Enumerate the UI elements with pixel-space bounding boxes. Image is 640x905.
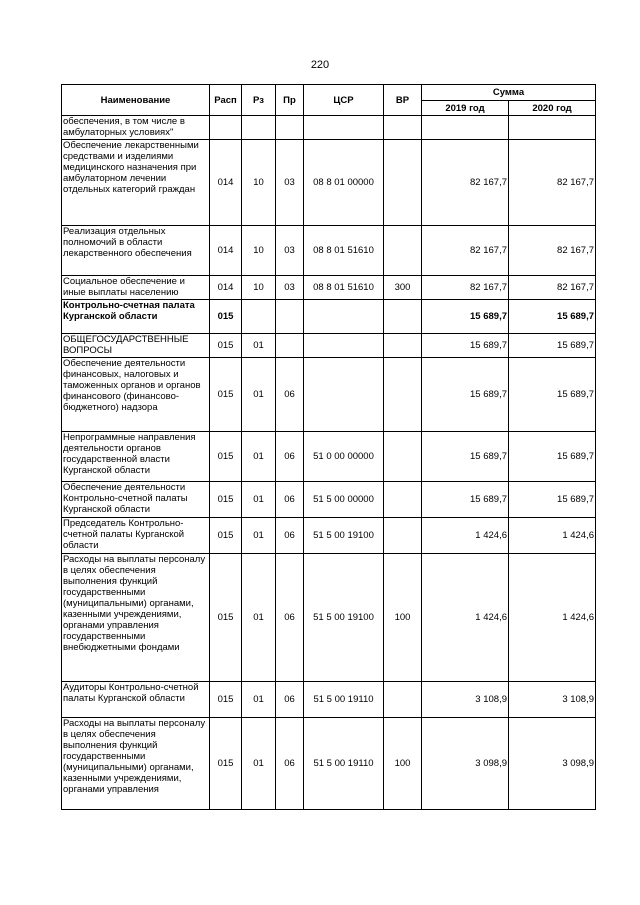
table-row (62, 276, 596, 300)
cell-rz: 01 (242, 554, 276, 682)
cell-y2019: 82 167,7 (422, 276, 509, 300)
cell-csr (304, 334, 384, 358)
cell-vr (384, 226, 422, 276)
cell-name: Обеспечение деятельности Контрольно-счетной палаты Курганской области (62, 482, 210, 518)
header-2019: 2019 год (422, 101, 509, 116)
cell-name: Обеспечение лекарственными средствами и изделиями медицинского назначения при амбулаторном лечении отдельных категорий граждан (62, 140, 210, 226)
cell-y2020: 15 689,7 (509, 482, 596, 518)
header-name: Наименование (62, 85, 210, 116)
cell-vr (384, 432, 422, 482)
cell-rz (242, 300, 276, 334)
cell-name: ОБЩЕГОСУДАРСТВЕННЫЕ ВОПРОСЫ (62, 334, 210, 358)
cell-rz: 01 (242, 432, 276, 482)
table-row (62, 300, 596, 334)
cell-vr (384, 140, 422, 226)
cell-name: Контрольно-счетная палата Курганской области (62, 300, 210, 334)
header-rz: Рз (242, 85, 276, 116)
header-pr: Пр (276, 85, 304, 116)
table-row (62, 482, 596, 518)
cell-rasp: 015 (210, 682, 242, 718)
cell-y2019: 15 689,7 (422, 334, 509, 358)
cell-vr: 100 (384, 718, 422, 810)
cell-rasp: 015 (210, 334, 242, 358)
cell-y2020: 3 098,9 (509, 718, 596, 810)
cell-y2020: 15 689,7 (509, 358, 596, 432)
cell-name: Расходы на выплаты персоналу в целях обеспечения выполнения функций государственными (муниципальными) органами, казенными учреждениями, органами управления (62, 718, 210, 810)
cell-rasp: 015 (210, 358, 242, 432)
cell-rasp: 014 (210, 276, 242, 300)
cell-vr (384, 518, 422, 554)
cell-rasp: 015 (210, 554, 242, 682)
cell-csr: 08 8 01 51610 (304, 276, 384, 300)
header-csr: ЦСР (304, 85, 384, 116)
table-row (62, 518, 596, 554)
cell-y2020: 82 167,7 (509, 276, 596, 300)
cell-y2020: 82 167,7 (509, 226, 596, 276)
cell-pr (276, 300, 304, 334)
cell-y2020 (509, 116, 596, 140)
cell-rz: 10 (242, 226, 276, 276)
cell-vr (384, 682, 422, 718)
cell-y2019: 15 689,7 (422, 300, 509, 334)
cell-y2020: 1 424,6 (509, 518, 596, 554)
table-row (62, 226, 596, 276)
cell-rasp: 015 (210, 300, 242, 334)
cell-name: Расходы на выплаты персоналу в целях обеспечения выполнения функций государственными (муниципальными) органами, казенными учреждениями, органами управления государственными внебюджетными фондами (62, 554, 210, 682)
cell-rz: 01 (242, 718, 276, 810)
page-number: 220 (310, 59, 330, 71)
cell-rz: 01 (242, 518, 276, 554)
cell-y2019: 15 689,7 (422, 482, 509, 518)
cell-y2019: 15 689,7 (422, 432, 509, 482)
cell-rz: 01 (242, 358, 276, 432)
cell-rasp: 015 (210, 718, 242, 810)
cell-name: Аудиторы Контрольно-счетной палаты Курганской области (62, 682, 210, 718)
cell-y2020: 3 108,9 (509, 682, 596, 718)
cell-vr: 300 (384, 276, 422, 300)
cell-rz: 01 (242, 482, 276, 518)
cell-rasp: 014 (210, 226, 242, 276)
cell-pr: 03 (276, 140, 304, 226)
cell-csr: 51 5 00 19100 (304, 554, 384, 682)
cell-vr (384, 300, 422, 334)
cell-rasp: 014 (210, 140, 242, 226)
table-row (62, 334, 596, 358)
cell-vr (384, 482, 422, 518)
cell-y2019: 15 689,7 (422, 358, 509, 432)
cell-pr: 06 (276, 682, 304, 718)
table-row (62, 554, 596, 682)
cell-csr (304, 358, 384, 432)
cell-pr: 06 (276, 432, 304, 482)
cell-pr: 06 (276, 482, 304, 518)
cell-csr: 51 5 00 19100 (304, 518, 384, 554)
header-vr: ВР (384, 85, 422, 116)
cell-csr (304, 300, 384, 334)
cell-y2019: 1 424,6 (422, 554, 509, 682)
cell-rasp: 015 (210, 432, 242, 482)
cell-csr: 51 5 00 00000 (304, 482, 384, 518)
cell-rz (242, 116, 276, 140)
table-body (62, 116, 596, 810)
cell-rasp (210, 116, 242, 140)
table-row (62, 682, 596, 718)
cell-vr (384, 358, 422, 432)
cell-y2019: 1 424,6 (422, 518, 509, 554)
table-row (62, 358, 596, 432)
cell-rz: 01 (242, 682, 276, 718)
table-row (62, 140, 596, 226)
cell-csr: 51 0 00 00000 (304, 432, 384, 482)
cell-pr: 06 (276, 358, 304, 432)
cell-rasp: 015 (210, 518, 242, 554)
cell-y2020: 82 167,7 (509, 140, 596, 226)
cell-vr (384, 334, 422, 358)
cell-rz: 01 (242, 334, 276, 358)
cell-name: Социальное обеспечение и иные выплаты населению (62, 276, 210, 300)
cell-csr: 08 8 01 51610 (304, 226, 384, 276)
table-row (62, 718, 596, 810)
cell-name: Председатель Контрольно-счетной палаты Курганской области (62, 518, 210, 554)
cell-y2020: 15 689,7 (509, 300, 596, 334)
cell-y2020: 1 424,6 (509, 554, 596, 682)
cell-pr: 06 (276, 518, 304, 554)
cell-csr: 51 5 00 19110 (304, 682, 384, 718)
cell-csr (304, 116, 384, 140)
cell-rasp: 015 (210, 482, 242, 518)
cell-rz: 10 (242, 140, 276, 226)
header-2020: 2020 год (509, 101, 596, 116)
table-row (62, 116, 596, 140)
cell-name: Реализация отдельных полномочий в области лекарственного обеспечения (62, 226, 210, 276)
cell-y2019: 82 167,7 (422, 226, 509, 276)
cell-pr: 06 (276, 718, 304, 810)
header-rasp: Расп (210, 85, 242, 116)
cell-vr: 100 (384, 554, 422, 682)
budget-table (61, 84, 596, 810)
cell-rz: 10 (242, 276, 276, 300)
cell-y2020: 15 689,7 (509, 334, 596, 358)
cell-name: обеспечения, в том числе в амбулаторных условиях" (62, 116, 210, 140)
cell-y2019: 82 167,7 (422, 140, 509, 226)
cell-pr: 03 (276, 276, 304, 300)
cell-y2019: 3 098,9 (422, 718, 509, 810)
cell-pr (276, 334, 304, 358)
cell-name: Обеспечение деятельности финансовых, налоговых и таможенных органов и органов финансового (финансово-бюджетного) надзора (62, 358, 210, 432)
cell-pr: 06 (276, 554, 304, 682)
cell-y2020: 15 689,7 (509, 432, 596, 482)
cell-vr (384, 116, 422, 140)
cell-y2019 (422, 116, 509, 140)
cell-name: Непрограммные направления деятельности органов государственной власти Курганской области (62, 432, 210, 482)
cell-y2019: 3 108,9 (422, 682, 509, 718)
table-row (62, 432, 596, 482)
cell-csr: 08 8 01 00000 (304, 140, 384, 226)
cell-pr (276, 116, 304, 140)
header-summa: Сумма (422, 85, 596, 101)
cell-csr: 51 5 00 19110 (304, 718, 384, 810)
cell-pr: 03 (276, 226, 304, 276)
